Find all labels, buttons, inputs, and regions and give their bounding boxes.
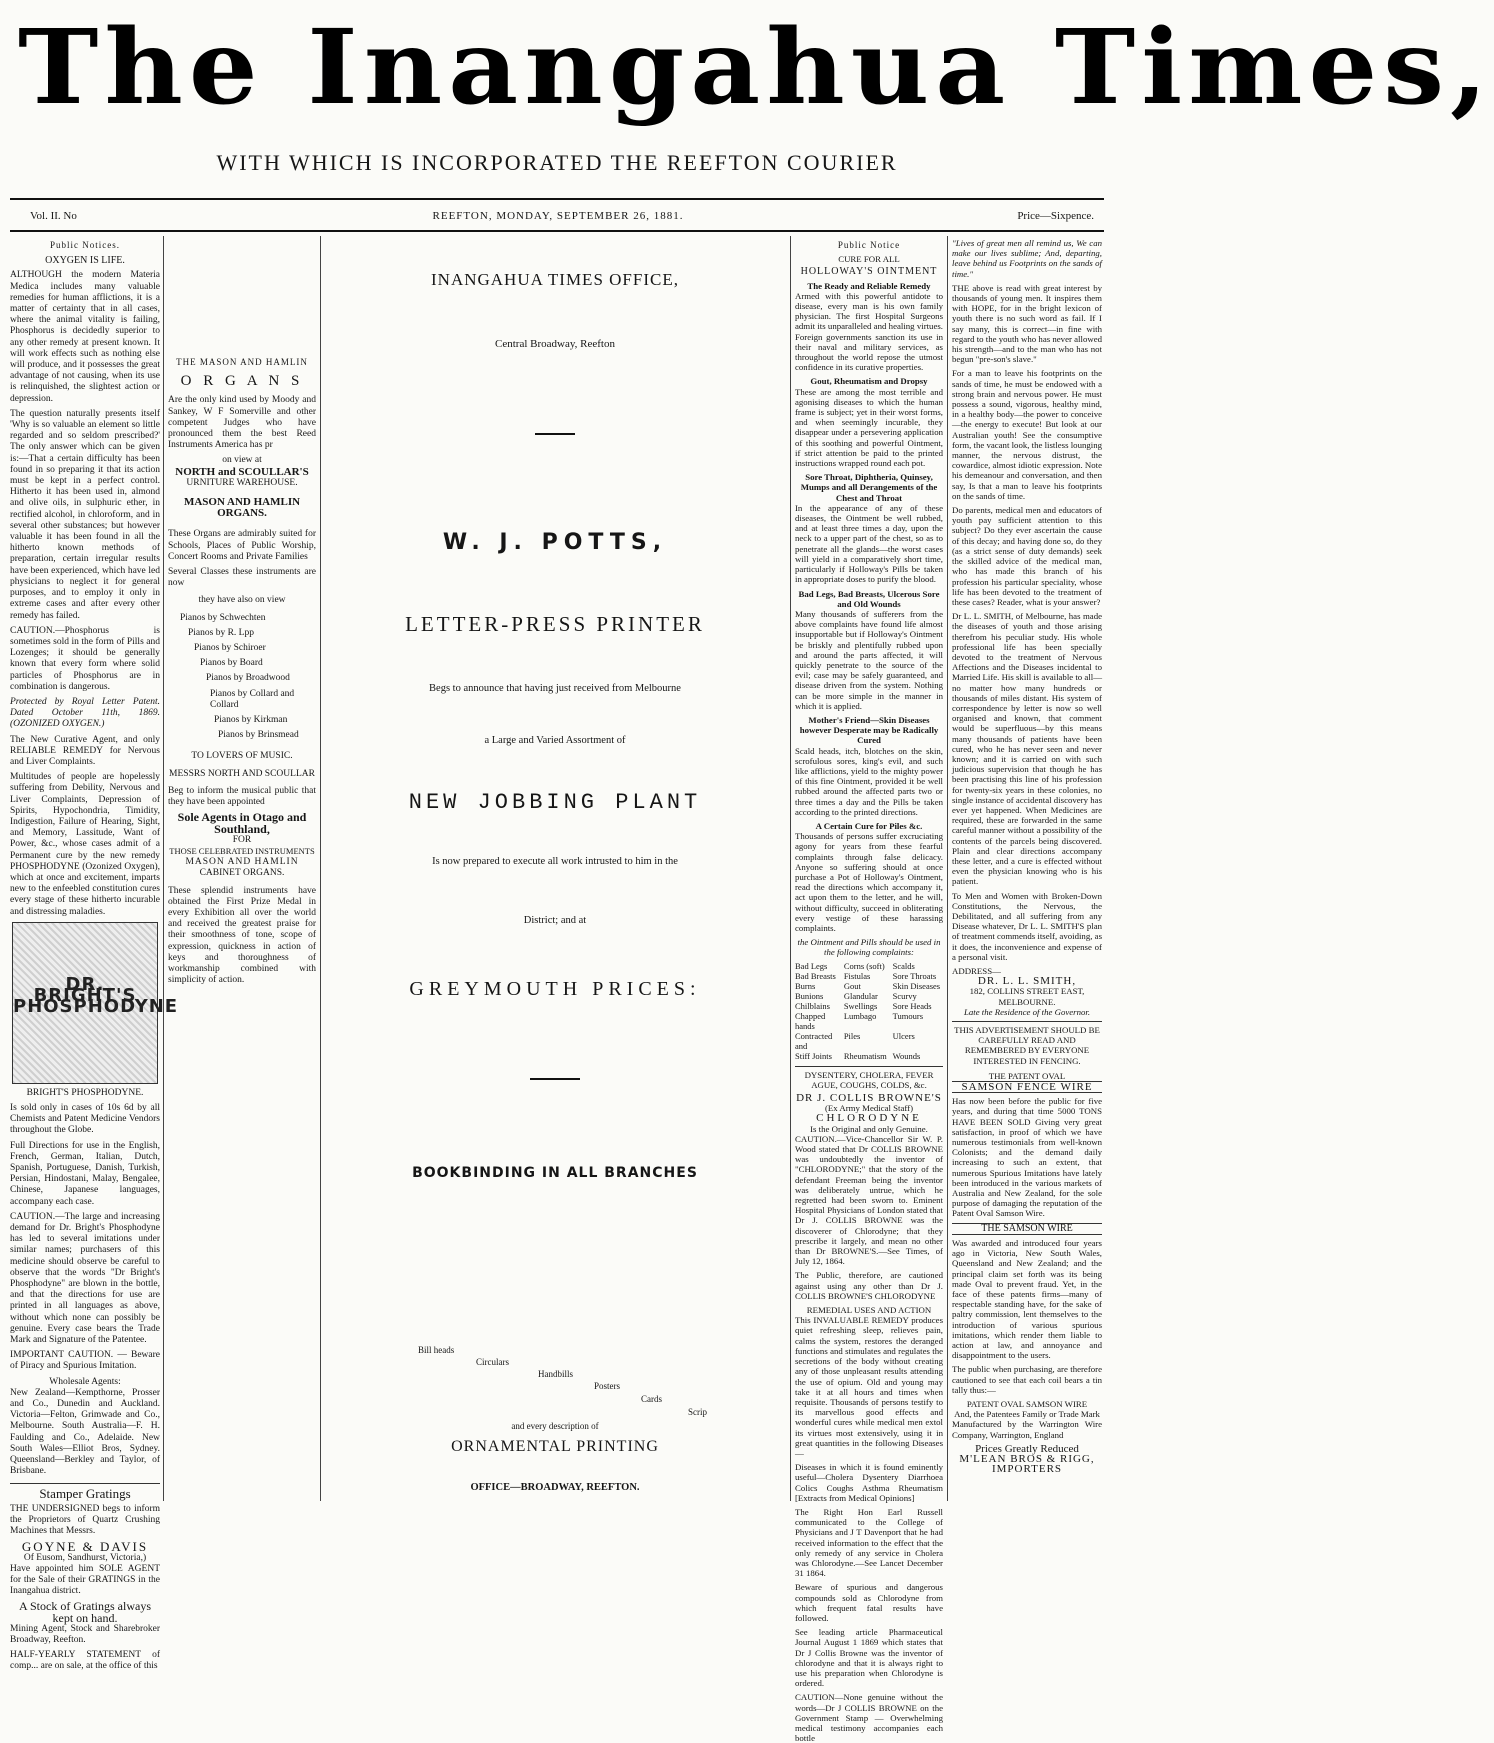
smith-address: 182, COLLINS STREET EAST, MELBOURNE.	[969, 986, 1085, 1007]
collis-browne: DR J. COLLIS BROWNE'S	[796, 1092, 942, 1105]
body-text: Thousands of persons suffer excruciating agony for years from these fearful complaints through false delicacy. Anyone so suffering should at once purchase a Pot of Holloway's Ointment, read the directions which accompany it, act upon them to the letter, and he will, without difficulty, succeed in obliterating every vestige of these harassing complaints.	[795, 831, 943, 933]
letterpress-heading: LETTER-PRESS PRINTER	[405, 612, 705, 636]
body-text: Is sold only in cases of 10s 6d by all Chemists and Patent Medicine Vendors throughout the Globe.	[10, 1102, 160, 1136]
volume-number: Vol. II. No	[30, 210, 77, 222]
dateline	[18, 210, 1098, 228]
samson-wire-heading: SAMSON FENCE WIRE	[952, 1081, 1102, 1093]
ailment-row	[795, 1011, 943, 1031]
jobbing-plant: NEW JOBBING PLANT	[408, 790, 702, 815]
ailments-table	[795, 961, 943, 1061]
goyne-davis: GOYNE & DAVIS	[21, 1539, 149, 1555]
ailment: Tumours	[892, 1010, 924, 1021]
ailment-row	[795, 991, 943, 1001]
caution-text: CAUTION.—The large and increasing demand for Dr. Bright's Phosphodyne has led to several imitations under similar names; purchasers of this medicine should observe be careful to observe that the words "Dr Bright's Phosphodyne" are blown in the bottle, and that the directions for use are printed in all languages as above, without which none can possibly be genuine. Every case bears the Trade Mark and Signature of the Patentee.	[10, 1211, 160, 1346]
army-staff: (Ex Army Medical Staff)	[824, 1103, 914, 1114]
assortment: a Large and Varied Assortment of	[484, 735, 626, 746]
complaints-intro: the Ointment and Pills should be used in the following complaints:	[797, 937, 941, 958]
mason-hamlin: MASON AND HAMLIN	[183, 496, 301, 509]
body-text: Several Classes these instruments are now	[168, 567, 316, 589]
column-rule	[163, 236, 164, 1501]
body-text: THE UNDERSIGNED begs to inform the Proprietors of Quartz Crushing Machines that Messrs.	[10, 1503, 160, 1537]
notice-label: Public Notices.	[50, 240, 120, 250]
body-text: These are among the most terrible and agonising diseases to which the human frame is subject; yet in their worst forms, and when seemingly incurable, they disappear under a persevering application of this soothing and powerful Ointment, if strict attention be paid to the printed instructions wrapped round each pot.	[795, 386, 943, 469]
bright-heading: BRIGHT'S PHOSPHODYNE.	[26, 1087, 144, 1098]
ailment-row	[795, 961, 943, 971]
body-text: ALTHOUGH the modern Materia Medica includes many valuable remedies for human afflictions, it is a matter of certainty that in all cases, where the animal vitality is failing, Phosphorus is decidedly superior to any other remedy at present known. It will work effects such as nothing else will produce, and it possesses the great advantage of not causing, when its use is relinquished, the slightest action or depression.	[10, 270, 160, 404]
announcement: Begs to announce that having just received from Melbourne	[429, 683, 681, 694]
dateline-rule	[10, 230, 1104, 232]
patent-notice: Protected by Royal Letter Patent. Dated October 11th, 1869. (OZONIZED OXYGEN.)	[10, 696, 160, 730]
goyne-address: Of Eusom, Sandhurst, Victoria,)	[23, 1552, 147, 1563]
dysentery-heading: DYSENTERY, CHOLERA, FEVER AGUE, COUGHS, COLDS, &c.	[795, 1066, 943, 1090]
separator	[326, 425, 784, 443]
ailment: Rheumatism	[843, 1050, 887, 1061]
office-heading: INANGAHUA TIMES OFFICE,	[431, 270, 679, 289]
body-text: Are the only kind used by Moody and Sankey, W F Somerville and other competent Judges who have pronounced them the best Reed Instruments America has pr	[168, 395, 316, 451]
job-item: Handbills	[538, 1369, 573, 1379]
ailment-row	[795, 971, 943, 981]
ailment: Corns (soft)	[843, 960, 885, 971]
bad-legs-heading: Bad Legs, Bad Breasts, Ulcerous Sore and Old Wounds	[798, 588, 940, 609]
oxygen-heading: OXYGEN IS LIFE.	[45, 255, 125, 267]
wholesale-agents: New Zealand—Kempthorne, Prosser and Co., Dunedin and Auckland. Victoria—Felton, Grimwade and Co., Melbourne. South Australia—F. H. Faulding and Co., Adelaide. New South Wales—Elliot Bros, Sydney. Queensland—Berkley and Taylor, of Brisbane.	[10, 1387, 160, 1477]
job-item: Bill heads	[418, 1345, 455, 1355]
office-footer: OFFICE—BROADWAY, REEFTON.	[470, 1482, 640, 1493]
body-text: The public when purchasing, are therefore cautioned to see that each coil bears a tin tally thus:—	[952, 1364, 1102, 1395]
body-text: Armed with this powerful antidote to disease, every man is his own family physician. The first Hospital Surgeons admit its unparalleled and healing virtues. Foreign governments sanction its use in their naval and military services, as throughout the world repose the utmost confidence in its curative properties.	[795, 290, 943, 373]
piles-heading: A Certain Cure for Piles &c.	[815, 820, 923, 831]
ailment: Bad Legs	[795, 960, 828, 971]
ailment: Scalds	[892, 960, 915, 971]
column-phosphodyne	[10, 238, 179, 1672]
patent-oval: THE PATENT OVAL	[988, 1070, 1066, 1081]
piano-item: Pianos by Board	[200, 658, 263, 669]
stamper-heading: Stamper Gratings	[10, 1483, 160, 1499]
body-text: Multitudes of people are hopelessly suffering from Debility, Nervous and Liver Complaints, Depression of Spirits, Hypochondria, Timidity, Indigestion, Failure of Hearing, Sight, and Memory, Lassitude, Want of Power, &c., whose cases admit of a Permanent cure by the new remedy PHOSPHODYNE (Ozonized Oxygen), which at once and excitement, imparts new to the enfeebled constitution cures every stage of these hitherto incurable and distressing maladies.	[10, 772, 160, 917]
body-text: Scald heads, itch, blotches on the skin, scrofulous sores, king's evil, and such like afflictions, yield to the mighty power of this fine Ointment, provided it be well rubbed around the affected parts two or three times a day and the Pills be taken according to the printed directions.	[795, 745, 943, 817]
also-on-view: they have also on view	[198, 595, 286, 606]
prices-reduced: Prices Greatly Reduced	[975, 1442, 1079, 1455]
body-text: The question naturally presents itself 'Why is so valuable an element so little regarded and so seldom prescribed?' The only answer which can be given is:—That a certain difficulty has been found in so preparing it that its action must be kept in a perfect control. Hitherto it has been used in, almond and olive oils, in sulphuric ether, in rectified alcohol, in chloroform, and in several other substances; but however valuable it has been found in all the hitherto known methods of preparation, certain irregular results have been experienced, which have led physicians to neglect it for general purposes, and to employ it only in extreme cases and after every other remedy has failed.	[10, 408, 160, 621]
column-rule	[790, 236, 791, 1501]
body-text: These Organs are admirably suited for Schools, Places of Public Worship, Concert Rooms and Private Families	[168, 529, 316, 562]
ailment-row	[795, 1031, 943, 1051]
body-text: Many thousands of sufferers from the above complaints have found life almost insupportable but if Holloway's Ointment be briskly and plentifully rubbed upon and around the parts affected, it will quickly penetrate to the source of the evil; case may be safely guaranteed, and disease driven from the system. Nothing can be more simple in the manner in which it is applied.	[795, 608, 943, 711]
messrs-line: MESSRS NORTH AND SCOULLAR	[169, 768, 315, 779]
phosphodyne-trademark-image	[12, 922, 179, 1084]
important-caution: IMPORTANT CAUTION. — Beware of Piracy and Spurious Imitation.	[10, 1350, 160, 1372]
address-label: ADDRESS—	[952, 966, 1001, 977]
piano-item: Pianos by Kirkman	[214, 715, 288, 726]
greymouth-prices: GREYMOUTH PRICES:	[409, 978, 701, 1000]
body-text: Beg to inform the musical public that they have been appointed	[168, 785, 316, 808]
body-text: To Men and Women with Broken-Down Constitutions, the Nervous, the Debilitated, and all suffering from any Disease whatever, Dr L. L. SMITH'S plan of treatment commends itself, avoiding, as it does, the inconvenience and expense of a personal visit.	[952, 890, 1102, 962]
piano-item: Pianos by Schiroer	[194, 643, 266, 654]
masthead	[0, 0, 1494, 200]
chlorodyne-heading: CHLORODYNE	[816, 1112, 922, 1125]
ailment: Chilblains	[795, 1000, 830, 1011]
mining-agent: Mining Agent, Stock and Sharebroker Broadway, Reefton.	[10, 1623, 160, 1645]
piano-item: Pianos by Schwechten	[180, 612, 266, 623]
column-holloway	[795, 238, 943, 1743]
ailment: Skin Diseases	[892, 980, 941, 991]
body-text: These splendid instruments have obtained the First Prize Medal in every Exhibition all over the world and received the greatest praise for their smoothness of tone, scope of expression, quickness in action of keys and thoroughness of workmanship combined with simplicity of action.	[168, 885, 316, 986]
job-item: Posters	[594, 1381, 621, 1391]
body-text: Was awarded and introduced four years ago in Victoria, New South Wales, Queensland and New Zealand; and the principal claim set forth was its being made Oval to prevent fraud. Yet, in the face of these patents firms—many of respectable standing have, for the sake of paltry commission, lent themselves to the introduction of various spurious imitations, which render them liable to action at law, and annoyance and disappointment to the users.	[952, 1237, 1102, 1361]
body-text: Have appointed him SOLE AGENT for the Sale of their GRATINGS in the Inangahua district.	[10, 1563, 160, 1597]
body-text: In the appearance of any of these diseases, the Ointment be well rubbed, and at least three times a day, upon the neck to a upper part of the chest, so as to penetrate all the glands—the worst cases will yield in a comparatively short time, particularly if Holloway's Pills be taken in appropriate doses to purify the blood.	[795, 502, 943, 585]
organs-heading: O R G A N S	[180, 373, 304, 390]
ailment: Lumbago	[843, 1010, 877, 1021]
prepared-line: Is now prepared to execute all work intrusted to him in the	[432, 856, 678, 867]
ailment: Ulcers	[892, 1030, 915, 1041]
ailment: Bad Breasts	[795, 970, 836, 981]
ailment: Sore Throats	[892, 970, 937, 981]
cure-for-all: CURE FOR ALL	[838, 254, 900, 265]
trade-mark: And, the Patentees Family or Trade Mark	[954, 1409, 1100, 1420]
body-text: Dr L. L. SMITH, of Melbourne, has made the diseases of youth and those arising therefrom his peculiar study. His whole professional life has been specially devoted to the treatment of Nervous Affections and the Diseases incidental to Married Life. His skill is available to all—no matter how many hundreds or thousands of miles distant. His system of correspondence by letter is now so well organised and known, that comment would be superfluous—by this means many thousands of patients have been cured, who he has never seen and never known; and it is carried on with such judicious supervision that though he has been practising this line of his profession for twenty-six years in these colonies, no single instance of accidental discovery has ever yet happened. When Medicines are required, these are forwarded in the same careful manner without a possibility of the contents of the parcels being discovered. Plain and clear directions accompany these letter, and a cure is effected without even the physician knowing who is his patient.	[952, 611, 1102, 887]
district-line: District; and at	[523, 915, 587, 926]
caution-text: CAUTION.—Phosphorus is sometimes sold in the form of Pills and Lozenges; it should be generally known that every form where solid particles of Phosphorus are in combination is dangerous.	[10, 625, 160, 692]
issue-date: REEFTON, MONDAY, SEPTEMBER 26, 1881.	[432, 210, 684, 222]
samson-wire-heading-2: THE SAMSON WIRE	[952, 1223, 1102, 1235]
ailment: Burns	[795, 980, 816, 991]
job-item: Circulars	[476, 1357, 509, 1367]
ornamental-printing: ORNAMENTAL PRINTING	[451, 1438, 659, 1455]
ailment: Wounds	[892, 1050, 921, 1061]
mothers-friend-heading: Mother's Friend—Skin Diseases however Desperate may be Radically Cured	[799, 714, 939, 746]
ailment: Stiff Joints	[795, 1050, 832, 1061]
stock-notice: A Stock of Gratings always kept on hand.	[19, 1599, 151, 1625]
price: Price—Sixpence.	[1017, 210, 1094, 222]
mason-hamlin-2: MASON AND HAMLIN	[185, 857, 299, 868]
ailment: Contracted and	[795, 1030, 833, 1051]
column-smith-samson	[952, 238, 1102, 1500]
lovers-heading: TO LOVERS OF MUSIC.	[191, 751, 293, 762]
newspaper-title: The Inangahua Times,	[18, 8, 1494, 128]
ailment: Piles	[843, 1030, 861, 1041]
fencing-notice: THIS ADVERTISEMENT SHOULD BE CAREFULLY READ AND REMEMBERED BY EVERYONE INTERESTED IN FENCING.	[952, 1021, 1102, 1066]
ailment: Gout	[843, 980, 861, 991]
ailment: Sore Heads	[892, 1000, 932, 1011]
mason-hamlin-heading: THE MASON AND HAMLIN	[176, 357, 308, 367]
organs-subheading: ORGANS.	[217, 507, 267, 520]
body-text: This INVALUABLE REMEDY produces quiet refreshing sleep, relieves pain, calms the system, restores the deranged functions and stimulates and regulates the secretions of the body without creating any of those unpleasant results attending the use of opium. Old and young may take it at all hours and times when requisite. Thousands of persons testify to its marvellous good effects and wonderful cures while medical men extol its virtues most extensively, using it in great quantities in the following Diseases—	[795, 1315, 943, 1458]
column-organs	[168, 355, 316, 1495]
body-text: For a man to leave his footprints on the sands of time, he must be endowed with a strong brain and nervous power. He must possess a sound, vigorous, healthy mind, in a healthy body—the power to conceive—the energy to execute! But look at our Australian youth! See the consumptive form, the vacant look, the listless lounging manner, the nervous distrust, the cowardice, almost idiotic expression. Note his demeanour and conversation, and then say, Is that a man to leave his footprints on the sands of time.	[952, 368, 1103, 501]
column-rule	[320, 236, 321, 1501]
job-item: Cards	[641, 1394, 662, 1404]
body-text: THE above is read with great interest by thousands of young men. It inspires them with HOPE, for in the bright lexicon of youth there is no such word as fail. If I say many, this is correct—in fine with regard to the youth who has never allowed his strength—and to the man who has not begun "pre-son's slave."	[952, 282, 1102, 365]
sore-throat-heading: Sore Throat, Diphtheria, Quinsey, Mumps and all Derangements of the Chest and Throat	[800, 472, 938, 503]
piano-item: Pianos by R. Lpp	[188, 627, 254, 638]
on-view: on view at	[222, 455, 262, 466]
importers: M'LEAN BROS & RIGG, IMPORTERS	[959, 1452, 1095, 1476]
ailment: Bunions	[795, 990, 824, 1001]
for-line: FOR	[232, 834, 252, 845]
remedial-heading: REMEDIAL USES AND ACTION	[806, 1305, 932, 1316]
body-text: The New Curative Agent, and only RELIABLE REMEDY for Nervous and Liver Complaints.	[10, 734, 160, 767]
celebrated-line: THOSE CELEBRATED INSTRUMENTS	[169, 845, 315, 856]
column-rule	[947, 236, 948, 1501]
separator	[326, 1070, 784, 1088]
ailment: Fistulas	[843, 970, 871, 981]
ailment: Scurvy	[892, 990, 917, 1001]
notice-label: Public Notice	[837, 240, 901, 250]
office-address: Central Broadway, Reefton	[495, 338, 615, 350]
body-text: Beware of spurious and dangerous compounds sold as Chlorodyne from which frequent fatal results have followed.	[795, 1582, 943, 1623]
newspaper-subtitle: WITH WHICH IS INCORPORATED THE REEFTON COURIER	[216, 150, 898, 175]
body-text: The Right Hon Earl Russell communicated to the College of Physicians and J T Davenport that he had received information to the effect that the only remedy of any service in Cholera was Chlorodyne.—See Lancet December 31 1864.	[795, 1506, 943, 1579]
every-description: and every description of	[511, 1421, 599, 1431]
dr-smith: DR. L. L. SMITH,	[977, 975, 1077, 988]
sole-agents: Sole Agents in Otago and Southland,	[177, 810, 307, 836]
poem: "Lives of great men all remind us, We can make our lives sublime; And, departing, leave behind us Footprints on the sands of time."	[952, 238, 1102, 279]
body-text: CAUTION—None genuine without the words—Dr J COLLIS BROWNE on the Government Stamp — Overwhelming medical testimony accompanies each bottle	[795, 1692, 943, 1743]
ailment-row	[795, 1001, 943, 1011]
cabinet-organs: CABINET ORGANS.	[199, 868, 285, 879]
bookbinding: BOOKBINDING IN ALL BRANCHES	[412, 1165, 698, 1181]
ailment: Chapped hands	[795, 1010, 826, 1031]
body-text: Full Directions for use in the English, French, German, Italian, Dutch, Spanish, Portuguese, Danish, Turkish, Persian, Hindostani, Malay, Bengalee, Chinese, Japanese languages, accompany each case.	[10, 1140, 160, 1207]
printer-name: W. J. POTTS,	[442, 530, 668, 555]
ailment-row	[795, 1051, 943, 1061]
ailment: Swellings	[843, 1000, 878, 1011]
trademark-label: DR. BRIGHT'S PHOSPHODYNE	[13, 973, 179, 1018]
warehouse-name: URNITURE WAREHOUSE.	[186, 477, 298, 488]
ailment-row	[795, 981, 943, 991]
body-text: Has now been before the public for five years, and during that time 5000 TONS HAVE BEEN SOLD Giving very great satisfaction, in proof of which we have numerous testimonials from well-known Colonists; and the demand daily increasing to such an extent, that numerous Spurious Imitations have lately been introduced in the various markets of Australia and New Zealand, for the sole purpose of damaging the reputation of the Patent Oval Samson Wire.	[952, 1096, 1102, 1219]
job-item: Scrip	[688, 1407, 707, 1417]
piano-item: Pianos by Brinsmead	[218, 730, 299, 741]
holloway-heading: HOLLOWAY'S OINTMENT	[800, 266, 938, 278]
manufacturer: Manufactured by the Warrington Wire Company, Warrington, England	[952, 1419, 1102, 1440]
body-text: The Public, therefore, are cautioned against using any other than Dr J. COLLIS BROWNE'S CHLORODYNE	[795, 1270, 943, 1301]
gout-heading: Gout, Rheumatism and Dropsy	[810, 376, 928, 387]
body-text: CAUTION.—Vice-Chancellor Sir W. P. Wood stated that Dr COLLIS BROWNE was undoubtedly the inventor of "CHLORODYNE;" that the story of the defendant Freeman being the inventor was deliberately untrue, which he regretted had been sworn to. Eminent Hospital Physicians of London stated that Dr J. COLLIS BROWNE was the discoverer of Chlorodyne; that they prescribe it largely, and mean no other than Dr BROWNE'S.—See Times, of July 12, 1864.	[795, 1133, 943, 1267]
tin-tally: PATENT OVAL SAMSON WIRE	[966, 1398, 1088, 1409]
original-genuine: Is the Original and only Genuine.	[810, 1123, 928, 1134]
smith-note: Late the Residence of the Governor.	[963, 1006, 1091, 1017]
wholesale-label: Wholesale Agents:	[49, 1376, 121, 1387]
piano-item: Pianos by Collard and Collard	[210, 688, 295, 710]
body-text: HALF-YEARLY STATEMENT of comp... are on sale, at the office of this	[10, 1650, 160, 1672]
body-text: Diseases in which it is found eminently useful—Cholera Dysentery Diarrhoea Colics Coughs Asthma Rheumatism [Extracts from Medical Opinions]	[795, 1462, 943, 1503]
body-text: See leading article Pharmaceutical Journal August 1 1869 which states that Dr J Collis Browne was the inventor of chlorodyne and that it is always right to use his preparation when Chlorodyne is ordered.	[795, 1627, 943, 1689]
top-rule	[10, 198, 1104, 200]
body-text: Do parents, medical men and educators of youth pay sufficient attention to this subject? Do they ever ascertain the cause of this decay; and having done so, do they (as a strict sense of duty demands) seek the skilled advice of the medical man, who has made this branch of his profession his particular speciality, whose life has been devoted to the treatment of these cases? Reader, what is your answer?	[952, 505, 1102, 607]
ailment: Glandular	[843, 990, 878, 1001]
piano-item: Pianos by Broadwood	[206, 673, 290, 684]
ready-remedy: The Ready and Reliable Remedy	[807, 280, 931, 291]
firm-name: NORTH and SCOULLAR'S	[175, 465, 309, 478]
